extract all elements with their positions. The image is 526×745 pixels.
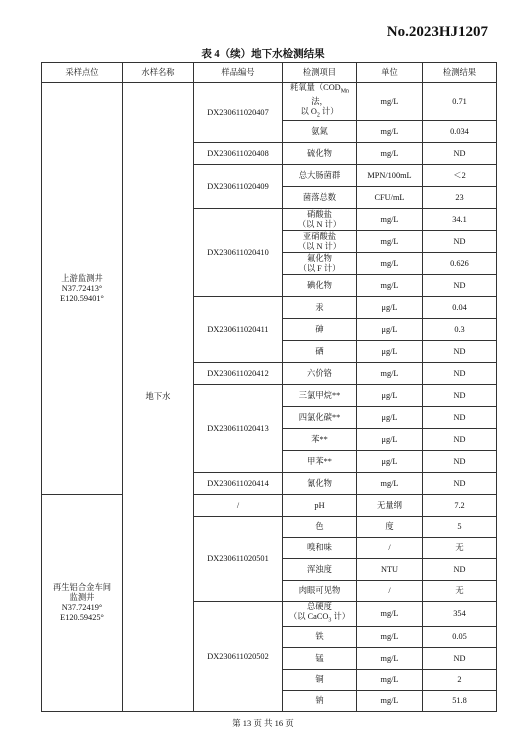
- sample-id-cell: DX230611020413: [194, 385, 283, 473]
- unit-cell: mg/L: [357, 253, 423, 275]
- item-cell: pH: [283, 495, 357, 516]
- unit-cell: NTU: [357, 559, 423, 580]
- unit-cell: mg/L: [357, 231, 423, 253]
- item-cell: 总大肠菌群: [283, 165, 357, 187]
- item-cell: 汞: [283, 297, 357, 319]
- unit-cell: μg/L: [357, 407, 423, 429]
- site-cell-workshop: 再生铝合金车间 监测井 N37.72419° E120.59425°: [42, 495, 123, 712]
- result-cell: 0.626: [423, 253, 497, 275]
- result-cell: ND: [423, 231, 497, 253]
- item-cell: 四氯化碳**: [283, 407, 357, 429]
- unit-cell: μg/L: [357, 385, 423, 407]
- result-cell: ND: [423, 451, 497, 473]
- unit-cell: mg/L: [357, 275, 423, 297]
- result-cell: 0.04: [423, 297, 497, 319]
- unit-cell: μg/L: [357, 297, 423, 319]
- table-header-row: [42, 63, 497, 83]
- sample-id-cell: DX230611020412: [194, 363, 283, 385]
- unit-cell: mg/L: [357, 669, 423, 690]
- results-table: [41, 62, 497, 712]
- results-table-wrapper: [41, 62, 497, 712]
- result-cell: 0.3: [423, 319, 497, 341]
- item-cell: 砷: [283, 319, 357, 341]
- water-type-cell: 地下水: [123, 83, 194, 712]
- unit-cell: CFU/mL: [357, 187, 423, 209]
- unit-cell: μg/L: [357, 429, 423, 451]
- result-cell: 无: [423, 538, 497, 559]
- sample-id-cell: /: [194, 495, 283, 516]
- result-cell: 2: [423, 669, 497, 690]
- unit-cell: mg/L: [357, 143, 423, 165]
- unit-cell: mg/L: [357, 121, 423, 143]
- document-number: No.2023HJ1207: [386, 24, 488, 40]
- item-cell: 硒: [283, 341, 357, 363]
- sample-id-cell: DX230611020414: [194, 473, 283, 495]
- sample-id-cell: DX230611020501: [194, 516, 283, 602]
- unit-cell: /: [357, 580, 423, 601]
- sample-id-cell: DX230611020410: [194, 209, 283, 297]
- result-cell: 34.1: [423, 209, 497, 231]
- result-cell: 0.034: [423, 121, 497, 143]
- unit-cell: mg/L: [357, 473, 423, 495]
- unit-cell: mg/L: [357, 83, 423, 121]
- unit-cell: μg/L: [357, 319, 423, 341]
- item-cell: 锰: [283, 648, 357, 669]
- result-cell: ND: [423, 275, 497, 297]
- item-cell: 钠: [283, 691, 357, 712]
- item-cell: 氟化物 （以 F 计）: [283, 253, 357, 275]
- item-cell: 硝酸盐 （以 N 计）: [283, 209, 357, 231]
- unit-cell: μg/L: [357, 451, 423, 473]
- sample-id-cell: DX230611020502: [194, 602, 283, 712]
- unit-cell: mg/L: [357, 626, 423, 647]
- col-header-sample-id: 样品编号: [194, 63, 283, 83]
- item-cell: 肉眼可见物: [283, 580, 357, 601]
- result-cell: ND: [423, 143, 497, 165]
- table-row: [42, 495, 497, 516]
- col-header-result: 检测结果: [423, 63, 497, 83]
- unit-cell: /: [357, 538, 423, 559]
- sample-id-cell: DX230611020407: [194, 83, 283, 143]
- unit-cell: mg/L: [357, 363, 423, 385]
- unit-cell: mg/L: [357, 209, 423, 231]
- item-cell: 六价铬: [283, 363, 357, 385]
- unit-cell: MPN/100mL: [357, 165, 423, 187]
- unit-cell: 度: [357, 516, 423, 537]
- result-cell: 51.8: [423, 691, 497, 712]
- item-cell: 总硬度 （以 CaCO$_3$ 计）: [283, 602, 357, 627]
- item-cell: 铜: [283, 669, 357, 690]
- result-cell: 0.71: [423, 83, 497, 121]
- item-cell: 氰化物: [283, 473, 357, 495]
- result-cell: ND: [423, 385, 497, 407]
- result-cell: ND: [423, 363, 497, 385]
- result-cell: ND: [423, 429, 497, 451]
- sample-id-cell: DX230611020408: [194, 143, 283, 165]
- result-cell: 无: [423, 580, 497, 601]
- col-header-site: 采样点位: [42, 63, 123, 83]
- item-cell: 硫化物: [283, 143, 357, 165]
- unit-cell: μg/L: [357, 341, 423, 363]
- result-cell: 7.2: [423, 495, 497, 516]
- result-cell: 354: [423, 602, 497, 627]
- sample-id-cell: DX230611020409: [194, 165, 283, 209]
- item-cell: 铁: [283, 626, 357, 647]
- result-cell: 5: [423, 516, 497, 537]
- item-cell: 嗅和味: [283, 538, 357, 559]
- unit-cell: mg/L: [357, 691, 423, 712]
- result-cell: ND: [423, 407, 497, 429]
- page-footer: 第 13 页 共 16 页: [232, 718, 294, 728]
- item-cell: 菌落总数: [283, 187, 357, 209]
- unit-cell: mg/L: [357, 602, 423, 627]
- item-cell: 三氯甲烷**: [283, 385, 357, 407]
- site-cell-upstream: 上游监测井 N37.72413° E120.59401°: [42, 83, 123, 495]
- result-cell: 23: [423, 187, 497, 209]
- item-cell: 氨氮: [283, 121, 357, 143]
- item-cell: 浑浊度: [283, 559, 357, 580]
- item-cell: 苯**: [283, 429, 357, 451]
- item-cell: 甲苯**: [283, 451, 357, 473]
- item-cell: 碘化物: [283, 275, 357, 297]
- result-cell: ＜2: [423, 165, 497, 187]
- sample-id-cell: DX230611020411: [194, 297, 283, 363]
- result-cell: 0.05: [423, 626, 497, 647]
- unit-cell: mg/L: [357, 648, 423, 669]
- result-cell: ND: [423, 341, 497, 363]
- col-header-water-type: 水样名称: [123, 63, 194, 83]
- col-header-item: 检测项目: [283, 63, 357, 83]
- item-cell: 色: [283, 516, 357, 537]
- unit-cell: 无量纲: [357, 495, 423, 516]
- item-cell: 亚硝酸盐 （以 N 计）: [283, 231, 357, 253]
- result-cell: ND: [423, 648, 497, 669]
- result-cell: ND: [423, 559, 497, 580]
- table-row: [42, 83, 497, 121]
- table-title: 表 4（续）地下水检测结果: [201, 49, 325, 60]
- item-cell: 耗氧量（$COD_{Mn}$法， 以 $O_2$ 计）: [283, 83, 357, 121]
- result-cell: ND: [423, 473, 497, 495]
- col-header-unit: 单位: [357, 63, 423, 83]
